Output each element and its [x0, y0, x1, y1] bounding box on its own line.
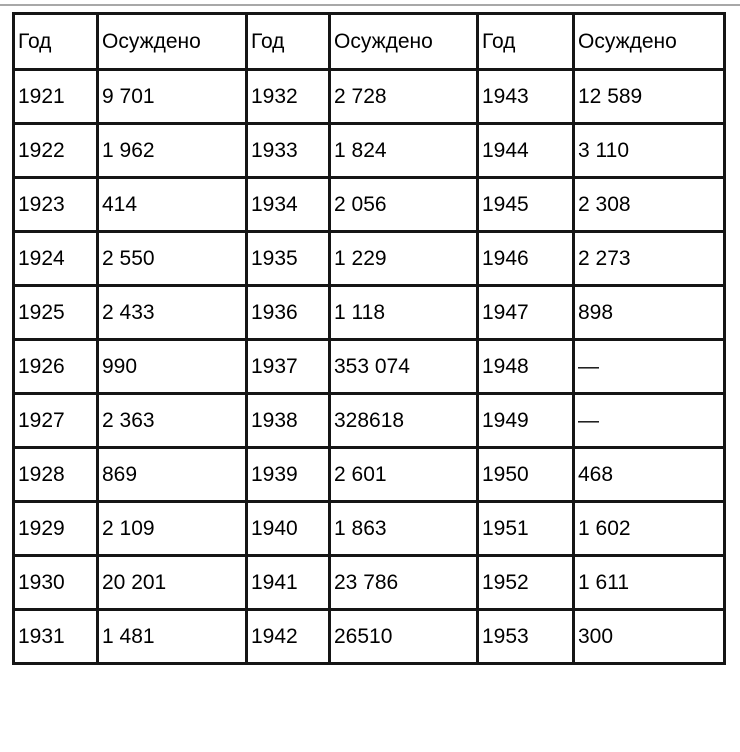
convicted-cell: 353 074 — [330, 340, 478, 394]
year-cell: 1952 — [478, 556, 574, 610]
convicted-cell: — — [574, 394, 725, 448]
year-cell: 1943 — [478, 70, 574, 124]
year-cell: 1938 — [247, 394, 330, 448]
year-cell: 1939 — [247, 448, 330, 502]
convicted-cell: 12 589 — [574, 70, 725, 124]
table-row — [14, 394, 725, 448]
table-row — [14, 448, 725, 502]
convicted-cell: 9 701 — [98, 70, 247, 124]
table-row — [14, 286, 725, 340]
year-cell: 1930 — [14, 556, 98, 610]
table-row — [14, 610, 725, 664]
convicted-cell: 2 363 — [98, 394, 247, 448]
convicted-cell: 2 550 — [98, 232, 247, 286]
table-row — [14, 124, 725, 178]
year-cell: 1937 — [247, 340, 330, 394]
table-header-row — [14, 14, 725, 70]
table-row — [14, 232, 725, 286]
year-cell: 1932 — [247, 70, 330, 124]
convicted-cell: 2 056 — [330, 178, 478, 232]
year-cell: 1936 — [247, 286, 330, 340]
header-cell-convicted: Осуждено — [574, 14, 725, 70]
convicted-cell: 300 — [574, 610, 725, 664]
convicted-cell: 1 481 — [98, 610, 247, 664]
convicted-cell: — — [574, 340, 725, 394]
convicted-cell: 328618 — [330, 394, 478, 448]
header-cell-year: Год — [14, 14, 98, 70]
year-cell: 1927 — [14, 394, 98, 448]
convicted-cell: 1 118 — [330, 286, 478, 340]
convicted-cell: 3 110 — [574, 124, 725, 178]
year-cell: 1942 — [247, 610, 330, 664]
year-cell: 1940 — [247, 502, 330, 556]
year-cell: 1933 — [247, 124, 330, 178]
year-cell: 1923 — [14, 178, 98, 232]
header-cell-year: Год — [247, 14, 330, 70]
year-cell: 1951 — [478, 502, 574, 556]
convicted-cell: 2 273 — [574, 232, 725, 286]
table-row — [14, 556, 725, 610]
year-cell: 1925 — [14, 286, 98, 340]
year-cell: 1949 — [478, 394, 574, 448]
year-cell: 1931 — [14, 610, 98, 664]
year-cell: 1926 — [14, 340, 98, 394]
convicted-cell: 1 611 — [574, 556, 725, 610]
table-row — [14, 70, 725, 124]
convicted-cell: 468 — [574, 448, 725, 502]
year-cell: 1924 — [14, 232, 98, 286]
table-row — [14, 178, 725, 232]
convicted-cell: 1 602 — [574, 502, 725, 556]
year-cell: 1948 — [478, 340, 574, 394]
header-cell-year: Год — [478, 14, 574, 70]
convicted-cell: 20 201 — [98, 556, 247, 610]
convicted-cell: 869 — [98, 448, 247, 502]
year-cell: 1945 — [478, 178, 574, 232]
convicted-cell: 2 728 — [330, 70, 478, 124]
year-cell: 1953 — [478, 610, 574, 664]
convicted-cell: 1 962 — [98, 124, 247, 178]
convicted-cell: 1 824 — [330, 124, 478, 178]
convicted-cell: 990 — [98, 340, 247, 394]
year-cell: 1947 — [478, 286, 574, 340]
convicted-cell: 898 — [574, 286, 725, 340]
convicted-cell: 2 601 — [330, 448, 478, 502]
year-cell: 1950 — [478, 448, 574, 502]
convicted-cell: 1 863 — [330, 502, 478, 556]
year-cell: 1944 — [478, 124, 574, 178]
convicted-cell: 2 433 — [98, 286, 247, 340]
year-cell: 1929 — [14, 502, 98, 556]
year-cell: 1934 — [247, 178, 330, 232]
convicted-cell: 23 786 — [330, 556, 478, 610]
year-cell: 1935 — [247, 232, 330, 286]
year-cell: 1928 — [14, 448, 98, 502]
convicted-cell: 414 — [98, 178, 247, 232]
table-row — [14, 502, 725, 556]
year-cell: 1922 — [14, 124, 98, 178]
convictions-table — [12, 12, 726, 665]
convicted-cell: 1 229 — [330, 232, 478, 286]
convicted-cell: 26510 — [330, 610, 478, 664]
convicted-cell: 2 308 — [574, 178, 725, 232]
table-body — [14, 14, 725, 664]
year-cell: 1941 — [247, 556, 330, 610]
top-divider — [0, 4, 740, 6]
header-cell-convicted: Осуждено — [330, 14, 478, 70]
year-cell: 1946 — [478, 232, 574, 286]
header-cell-convicted: Осуждено — [98, 14, 247, 70]
table-row — [14, 340, 725, 394]
convicted-cell: 2 109 — [98, 502, 247, 556]
year-cell: 1921 — [14, 70, 98, 124]
